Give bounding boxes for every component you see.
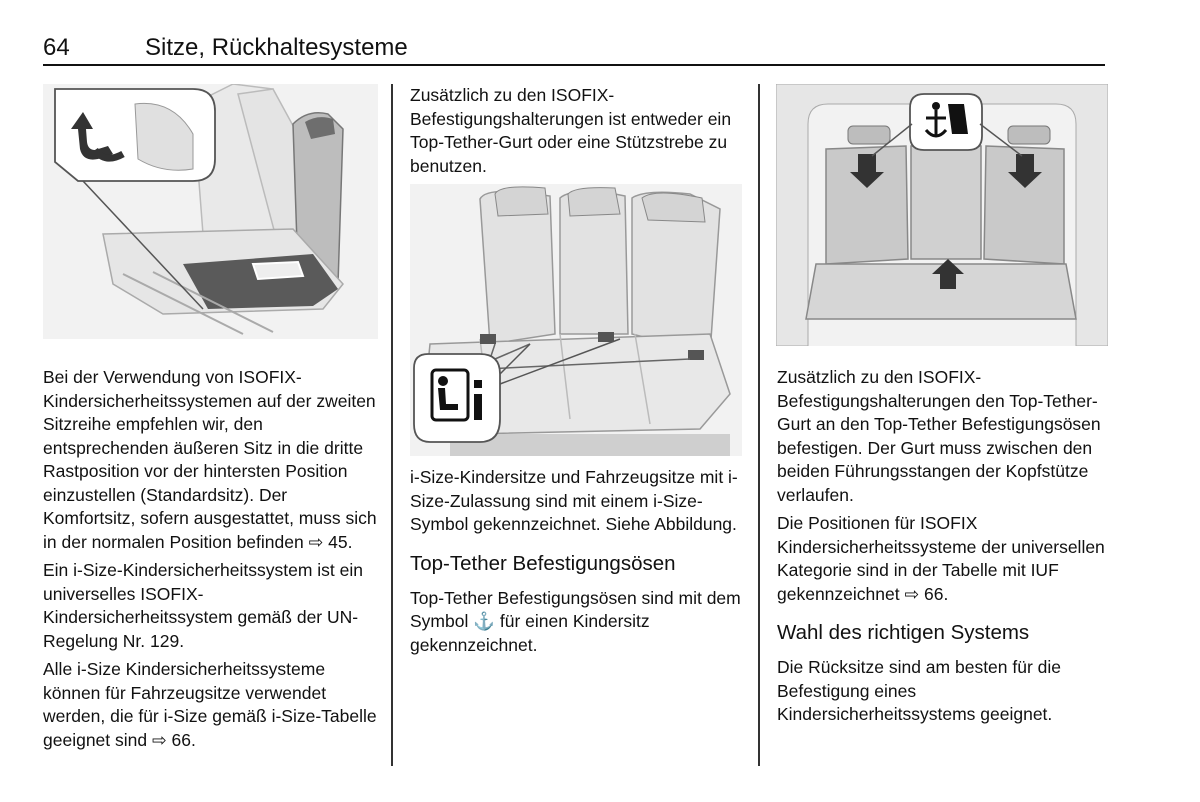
paragraph-top-tether-symbol: Top-Tether Befestigungsösen sind mit dem Symbol ⚓ für einen Kindersitz gekennzeichnet. — [410, 587, 741, 655]
paragraph-iuf-positions: Die Positionen für ISOFIX Kindersicherheitssysteme der universellen Kategorie sind in der Tabelle mit IUF gekennzeichnet ⇨ 66. — [777, 513, 1105, 604]
column-3 — [777, 366, 1107, 732]
paragraph-isize-symbol: i-Size-Kindersitze und Fahrzeugsitze mit i-Size-Zulassung sind mit einem i-Size-Symbol gekennzeichnet. Siehe Abbildung. — [410, 467, 738, 534]
seat-adjust-illustration — [43, 84, 378, 339]
isize-bench-illustration — [410, 184, 742, 456]
top-tether-trunk-illustration — [776, 84, 1108, 346]
paragraph-isofix-tether-or-leg: Zusätzlich zu den ISOFIX-Befestigungshalterungen ist entweder ein Top-Tether-Gurt oder eine Stützstrebe zu benutzen. — [410, 85, 732, 176]
paragraph-rear-seats-best: Die Rücksitze sind am besten für die Befestigung eines Kindersicherheitssystems geeignet. — [777, 657, 1062, 724]
paragraph-isofix-second-row: Bei der Verwendung von ISOFIX-Kindersicherheitssystemen auf der zweiten Sitzreihe empfehlen wir, den entsprechenden äußeren Sitz in die dritte Rastposition vor der hintersten Position einzustellen (Standardsitz). Der Komfortsitz, sofern ausgestattet, muss sich in der normalen Position befinden ⇨ 45. — [43, 367, 377, 552]
column-2-bottom — [410, 466, 745, 662]
column-divider-1 — [391, 84, 393, 766]
heading-choose-system: Wahl des richtigen Systems — [777, 621, 1030, 644]
column-divider-2 — [758, 84, 760, 766]
paragraph-top-tether-attach: Zusätzlich zu den ISOFIX-Befestigungshalterungen den Top-Tether-Gurt an den Top-Tether Befestigungsösen befestigen. Der Gurt muss zwischen den beiden Führungsstangen der Kopfstütze verlaufen. — [777, 367, 1101, 505]
paragraph-isize-definition: Ein i-Size-Kindersicherheitssystem ist ein universelles ISOFIX-Kindersicherheitssystem gemäß der UN-Regelung Nr. 129. — [43, 560, 363, 651]
heading-top-tether: Top-Tether Befestigungsösen — [410, 551, 676, 575]
column-1 — [43, 366, 379, 757]
paragraph-isize-usage: Alle i-Size Kindersicherheitssysteme können für Fahrzeugsitze verwendet werden, die für i-Size gemäß i-Size-Tabelle geeignet sind ⇨ 66. — [43, 659, 377, 750]
column-2-top — [410, 84, 745, 183]
header-rule — [43, 64, 1105, 66]
section-title: Sitze, Rückhaltesysteme — [145, 34, 408, 61]
page-header — [43, 34, 1105, 66]
page-number: 64 — [43, 34, 70, 61]
